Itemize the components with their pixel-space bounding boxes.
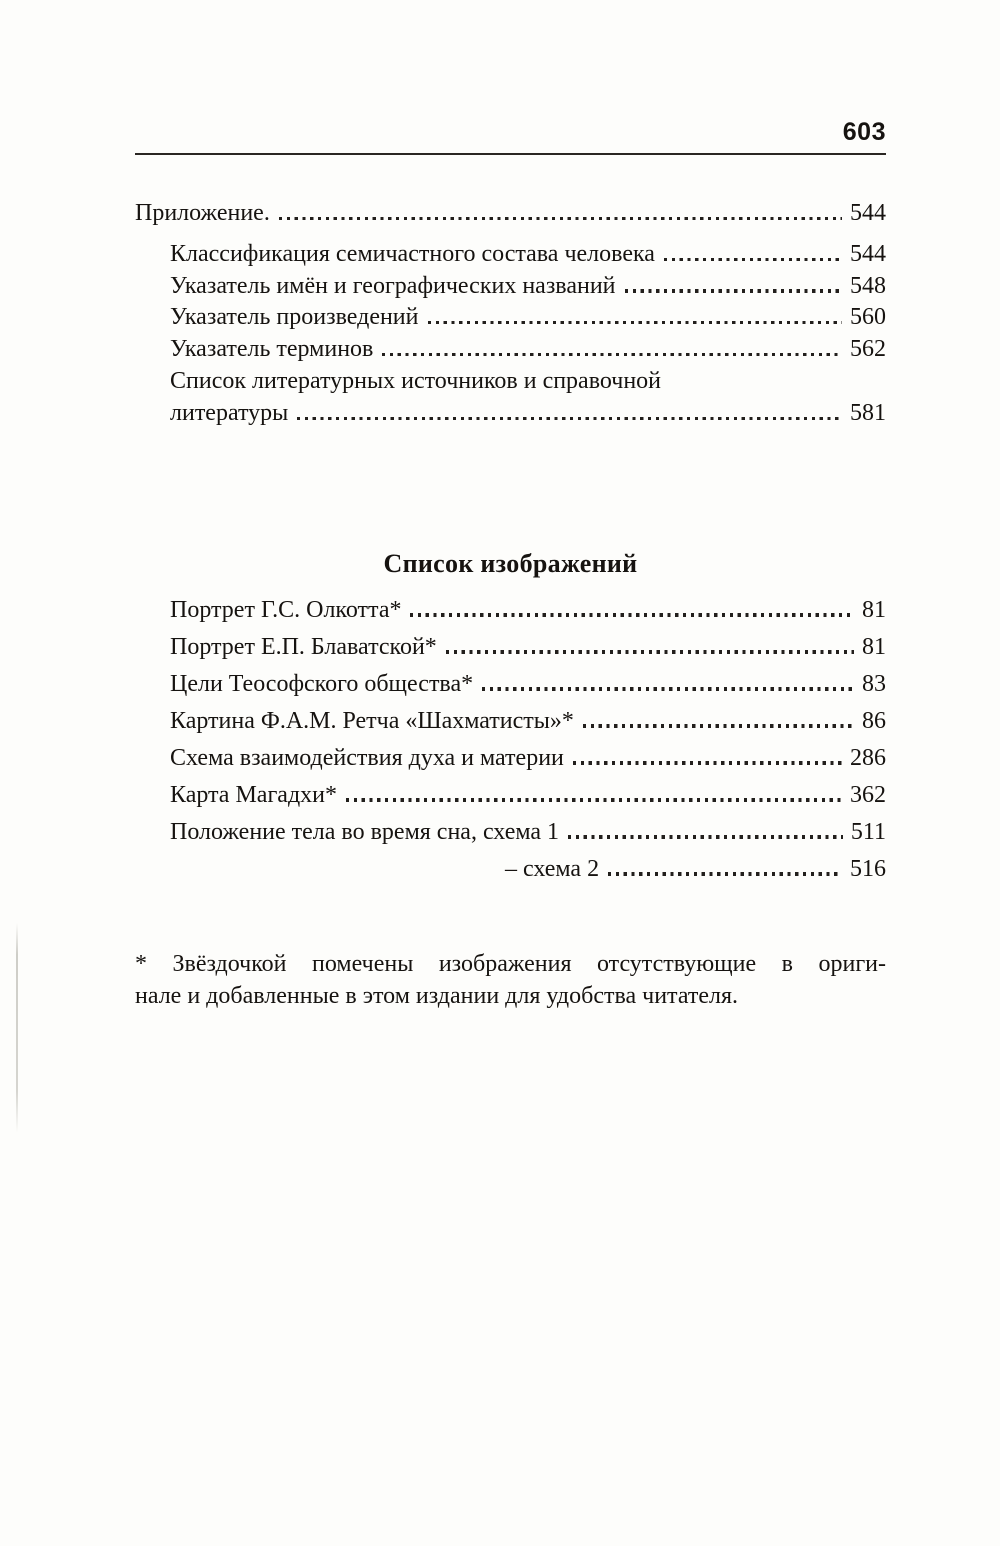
toc-page-ref: 560 bbox=[850, 304, 886, 331]
toc-row-wrapped-line1 bbox=[135, 366, 886, 398]
footnote bbox=[135, 948, 886, 1012]
toc-label: Указатель имён и географических названий bbox=[170, 272, 616, 299]
toc-page-ref: 286 bbox=[850, 744, 886, 771]
toc-row bbox=[135, 334, 886, 366]
toc-label: Портрет Е.П. Блаватской* bbox=[170, 633, 437, 660]
toc-label: Указатель терминов bbox=[170, 336, 374, 363]
toc-page-ref: 581 bbox=[850, 399, 886, 426]
footnote-line: нале и добавленные в этом издании для удобства читателя. bbox=[135, 982, 739, 1009]
dot-leader bbox=[410, 613, 854, 616]
dot-leader bbox=[382, 353, 842, 356]
toc-label: – схема 2 bbox=[505, 855, 600, 882]
scan-artifact-line bbox=[16, 923, 18, 1133]
dot-leader bbox=[664, 258, 842, 261]
page-number: 603 bbox=[842, 118, 886, 146]
toc-label: Классификация семичастного состава человека bbox=[170, 240, 655, 267]
dot-leader bbox=[608, 872, 842, 875]
toc-page-ref: 86 bbox=[862, 707, 886, 734]
dot-leader bbox=[346, 798, 842, 801]
toc-label: Положение тела во время сна, схема 1 bbox=[170, 818, 560, 845]
toc-label: литературы bbox=[170, 399, 289, 426]
toc-row bbox=[135, 629, 886, 666]
toc-page-ref: 562 bbox=[850, 336, 886, 363]
toc-row bbox=[135, 239, 886, 271]
dot-leader bbox=[482, 687, 854, 690]
toc-row bbox=[135, 740, 886, 777]
toc-row bbox=[135, 777, 886, 814]
toc-row bbox=[135, 271, 886, 303]
toc-label: Список литературных источников и справочной bbox=[170, 367, 662, 394]
toc-label: Картина Ф.А.М. Ретча «Шахматисты»* bbox=[170, 707, 574, 734]
toc-page-ref: 548 bbox=[850, 272, 886, 299]
dot-leader bbox=[279, 217, 842, 220]
toc-row bbox=[135, 814, 886, 851]
dot-leader bbox=[428, 321, 843, 324]
page-content bbox=[135, 0, 886, 1012]
appendix-toc bbox=[135, 198, 886, 430]
toc-row-wrapped-line2 bbox=[135, 398, 886, 430]
toc-label: Приложение. bbox=[135, 200, 270, 226]
toc-label: Указатель произведений bbox=[170, 304, 419, 331]
toc-page-ref: 81 bbox=[862, 596, 886, 623]
toc-row bbox=[135, 666, 886, 703]
images-section-heading: Список изображений bbox=[383, 548, 638, 578]
toc-page-ref: 544 bbox=[850, 200, 886, 226]
toc-label: Цели Теософского общества* bbox=[170, 670, 474, 697]
dot-leader bbox=[573, 761, 842, 764]
header-rule bbox=[135, 153, 886, 155]
toc-label: Схема взаимодействия духа и материи bbox=[170, 744, 564, 771]
footnote-line: * Звёздочкой помечены изображения отсутствующие в ориги- bbox=[135, 950, 886, 977]
toc-label: Карта Магадхи* bbox=[170, 781, 338, 808]
toc-page-ref: 511 bbox=[850, 818, 886, 845]
dot-leader bbox=[297, 417, 842, 420]
toc-row-continuation bbox=[470, 851, 886, 888]
dot-leader bbox=[446, 650, 854, 653]
toc-row bbox=[135, 703, 886, 740]
toc-page-ref: 516 bbox=[850, 855, 886, 882]
toc-row bbox=[135, 592, 886, 629]
dot-leader bbox=[568, 835, 843, 838]
toc-page-ref: 544 bbox=[850, 240, 886, 267]
toc-page-ref: 362 bbox=[850, 781, 886, 808]
toc-page-ref: 81 bbox=[862, 633, 886, 660]
dot-leader bbox=[625, 289, 843, 292]
toc-page-ref: 83 bbox=[862, 670, 886, 697]
toc-row bbox=[135, 198, 886, 230]
dot-leader bbox=[583, 724, 854, 727]
images-toc bbox=[135, 592, 886, 888]
toc-label: Портрет Г.С. Олкотта* bbox=[170, 596, 402, 623]
toc-row bbox=[135, 302, 886, 334]
